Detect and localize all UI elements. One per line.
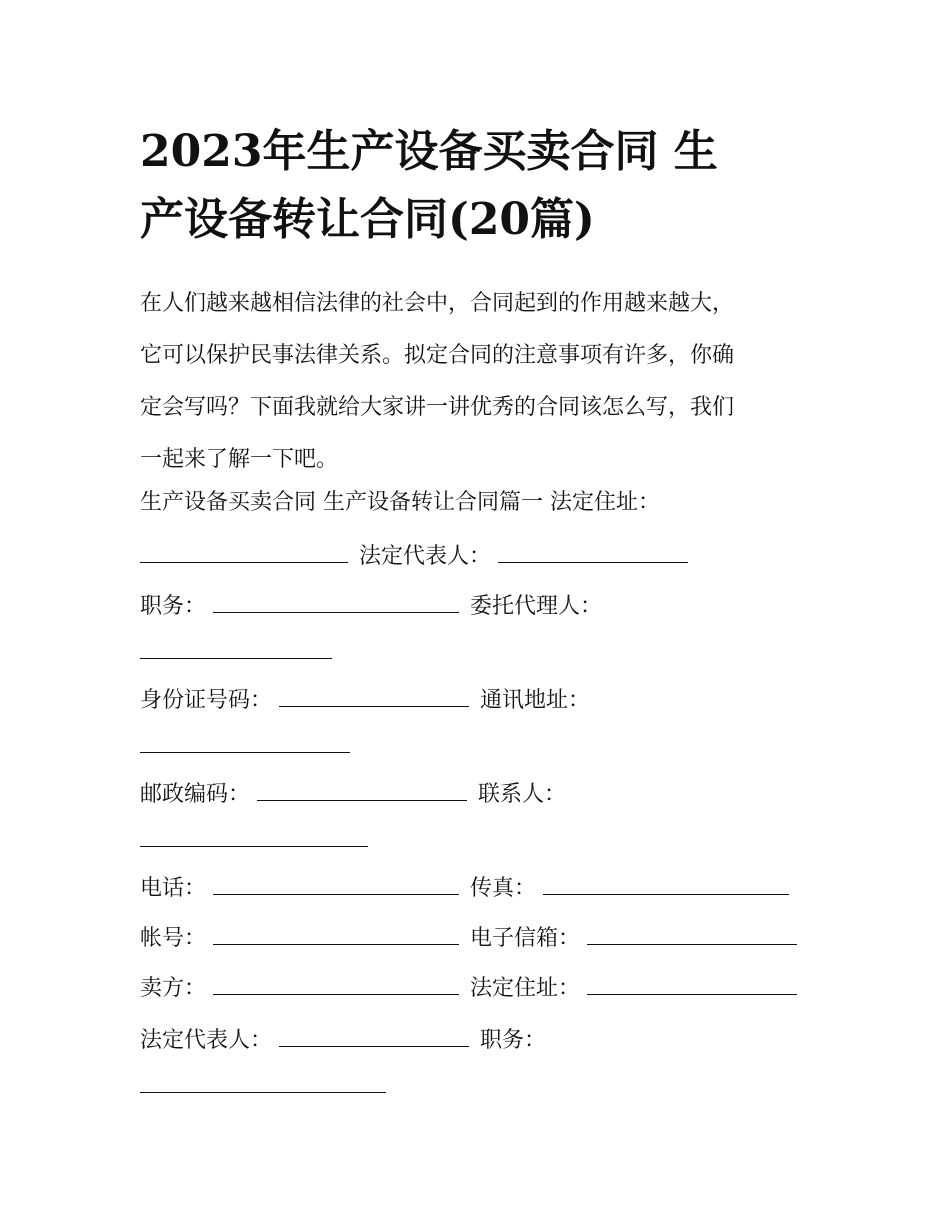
position-label: 职务： xyxy=(140,594,207,619)
address-label: 通讯地址： xyxy=(480,688,591,713)
agent-label: 委托代理人： xyxy=(470,594,603,619)
legal-address-blank-2[interactable] xyxy=(587,972,797,995)
postcode-label: 邮政编码： xyxy=(140,782,251,807)
intro-line-2: 它可以保护民事法律关系。拟定合同的注意事项有许多，你确 xyxy=(140,343,735,368)
title-line-1: 2023年生产设备买卖合同 生 xyxy=(140,126,718,177)
document-title xyxy=(140,118,820,254)
agent-blank[interactable] xyxy=(140,636,332,659)
seller-label: 卖方： xyxy=(140,976,207,1001)
form-row-legal-rep xyxy=(140,540,692,570)
contact-blank[interactable] xyxy=(140,824,368,847)
email-label: 电子信箱： xyxy=(470,926,581,951)
phone-blank[interactable] xyxy=(213,872,459,895)
legal-representative-label: 法定代表人： xyxy=(359,544,492,569)
form-row-position-agent xyxy=(140,590,602,620)
legal-representative-blank[interactable] xyxy=(498,540,688,563)
address-blank[interactable] xyxy=(140,730,350,753)
intro-paragraph xyxy=(140,278,820,486)
position-blank[interactable] xyxy=(213,590,459,613)
form-row-account-email xyxy=(140,922,801,952)
fax-label: 传真： xyxy=(470,876,537,901)
contact-label: 联系人： xyxy=(478,782,567,807)
fax-blank[interactable] xyxy=(543,872,789,895)
legal-representative-label-2: 法定代表人： xyxy=(140,1028,273,1053)
form-row-phone-fax xyxy=(140,872,793,902)
position-blank-2[interactable] xyxy=(140,1070,386,1093)
legal-address-blank[interactable] xyxy=(140,540,348,563)
legal-address-label: 法定住址： xyxy=(470,976,581,1001)
section-heading-text: 生产设备买卖合同 生产设备转让合同篇一 法定住址： xyxy=(140,490,660,515)
section-heading xyxy=(140,488,660,518)
postcode-blank[interactable] xyxy=(257,778,467,801)
intro-line-4: 一起来了解一下吧。 xyxy=(140,447,339,472)
form-row-postcode-contact xyxy=(140,778,566,808)
form-row-position-blank-2 xyxy=(140,1070,390,1100)
form-row-seller-address xyxy=(140,972,801,1002)
seller-blank[interactable] xyxy=(213,972,459,995)
form-row-id-address xyxy=(140,684,590,714)
form-row-legal-rep-2 xyxy=(140,1024,546,1054)
legal-representative-blank-2[interactable] xyxy=(279,1024,469,1047)
intro-line-1: 在人们越来越相信法律的社会中，合同起到的作用越来越大， xyxy=(140,291,735,316)
intro-line-3: 定会写吗？下面我就给大家讲一讲优秀的合同该怎么写，我们 xyxy=(140,395,735,420)
form-row-agent-blank xyxy=(140,636,336,666)
email-blank[interactable] xyxy=(587,922,797,945)
form-row-address-blank xyxy=(140,730,354,760)
account-blank[interactable] xyxy=(213,922,459,945)
account-label: 帐号： xyxy=(140,926,207,951)
form-row-contact-blank xyxy=(140,824,372,854)
position-label-2: 职务： xyxy=(480,1028,547,1053)
phone-label: 电话： xyxy=(140,876,207,901)
id-number-label: 身份证号码： xyxy=(140,688,273,713)
title-line-2: 产设备转让合同(20篇) xyxy=(140,194,595,245)
id-number-blank[interactable] xyxy=(279,684,469,707)
